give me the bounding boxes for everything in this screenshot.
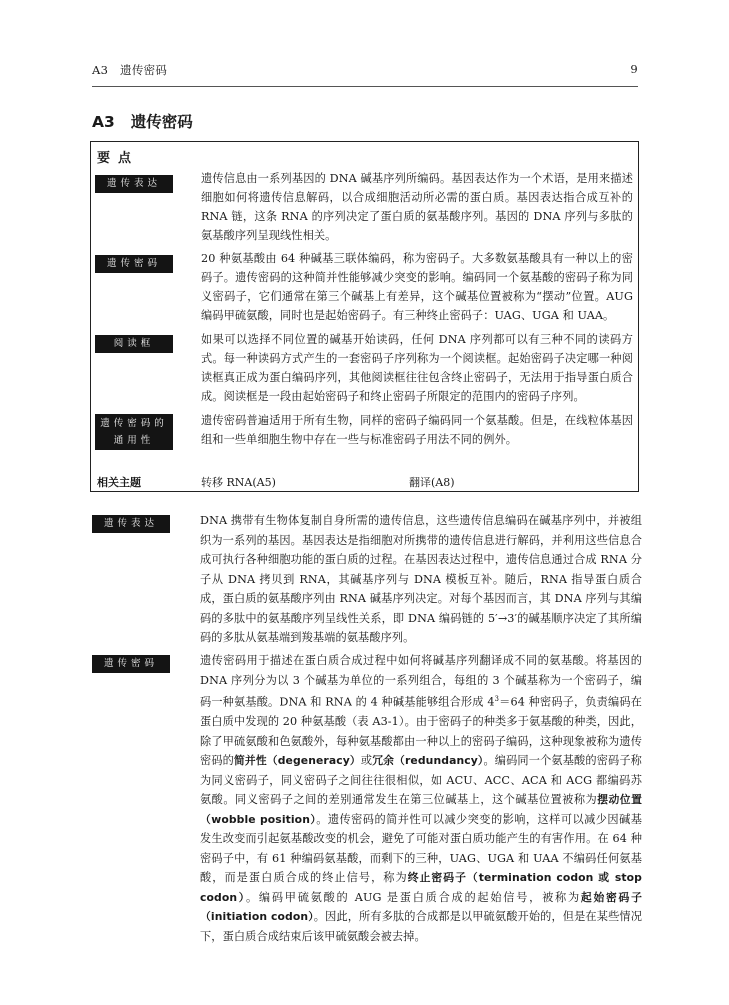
- kp-label-universality: [95, 414, 173, 450]
- kp-text-expression: 遗传信息由一系列基因的 DNA 碱基序列所编码。基因表达作为一个术语，是用来描述细胞如何将遗传信息解码，以合成细胞活动所必需的蛋白质。基因表达指合成互补的 RNA 链，这条 RNA 的序列决定了蛋白质的氨基酸序列。基因的 DNA 序列与多肽的氨基酸序列呈现线性相关。: [201, 172, 633, 242]
- related-topic-item: 转移 RNA(A5): [201, 476, 276, 489]
- term-degeneracy: 简并性（degeneracy）: [233, 754, 361, 768]
- code-text-part: 。因此，所有多肽的合成都是以甲硫氨酸开始的，但是在某些情况下，蛋白质合成结束后该甲硫氨酸会被去掉。: [200, 910, 643, 943]
- code-text-part: 或: [360, 754, 373, 768]
- kp-label-universality-line2: 通用性: [113, 435, 155, 446]
- running-header: [92, 62, 638, 78]
- key-points-box: [90, 141, 639, 492]
- code-text-part: ＝64 种密码子，负责编码在蛋白质中发现的 20 种氨基酸（表 A3-1）。由于密码子的种类多于氨基酸的种类，因此，除了甲硫氨酸和色氨酸外，每种氨基酸都由一种以上的密码子编码，这种现象被称为遗传密码的: [200, 695, 642, 768]
- code-text-part: 。遗传密码的简并性可以减少突变的影响，这样可以减少因碱基发生改变而引起氨基酸改变的机会，避免了可能对蛋白质功能产生的有害作用。在 64 种密码子中，有 61 种编码氨基酸，而剩下的三种，UAG、UGA 和 UAA 不编码任何氨基酸，而是蛋白质合成的终止信号，称为: [200, 812, 643, 885]
- related-topic-item: 翻译(A8): [409, 476, 455, 489]
- key-points-heading: 要点: [97, 151, 140, 166]
- term-wobble-position: 摆动位置（wobble position）: [200, 793, 642, 826]
- section-title: [92, 110, 193, 132]
- page-number: 9: [630, 62, 638, 76]
- body-label-expression: 遗传表达: [92, 515, 170, 533]
- term-initiation-codon: 起始密码子（initiation codon）: [200, 890, 642, 924]
- related-topics-label: 相关主题: [97, 476, 141, 489]
- kp-label-reading-frame: 阅读框: [95, 335, 173, 353]
- body-text-expression: DNA 携带有生物体复制自身所需的遗传信息，这些遗传信息编码在碱基序列中，并被组织为一系列的基因。基因表达是指细胞对所携带的遗传信息进行解码，并利用这些信息合成可执行各种细胞功能的蛋白质的过程。在基因表达过程中，遗传信息通过合成 RNA 分子从 DNA 拷贝到 RNA，其碱基序列与 DNA 模板互补。随后，RNA 指导蛋白质合成，蛋白质的氨基酸序列由 RNA 碱基序列决定。对每个基因而言，其 DNA 序列与其编码的多肽中的氨基酸序列呈线性关系，即 DNA 编码链的 5′→3′的碱基顺序决定了其所编码的多肽从氨基端到羧基端的氨基酸序列。: [200, 514, 642, 644]
- term-redundancy: 冗余（redundancy）: [372, 754, 484, 768]
- kp-text-code: 20 种氨基酸由 64 种碱基三联体编码，称为密码子。大多数氨基酸具有一种以上的密码子。遗传密码的这种简并性能够减少突变的影响。编码同一个氨基酸的密码子称为同义密码子，它们通常在第三个碱基上有差异，这个碱基位置被称为“摆动”位置。AUG 编码甲硫氨酸，同时也是起始密码子。有三种终止密码子：UAG、UGA 和 UAA。: [201, 252, 633, 322]
- kp-label-code: 遗传密码: [95, 255, 173, 273]
- body-text-code: [200, 651, 642, 946]
- term-stop-codon: 终止密码子（termination codon 或 stop codon）: [200, 871, 643, 904]
- running-header-title: A3 遗传密码: [92, 63, 168, 77]
- kp-label-expression: 遗传表达: [95, 175, 173, 193]
- section-name: 遗传密码: [130, 113, 193, 131]
- code-superscript: 3: [494, 695, 500, 703]
- section-code: A3: [92, 113, 115, 131]
- code-text-part: 。编码甲硫氨酸的 AUG 是蛋白质合成的起始信号，被称为: [245, 890, 581, 904]
- header-rule: [92, 86, 638, 87]
- kp-text-universality: 遗传密码普遍适用于所有生物，同样的密码子编码同一个氨基酸。但是，在线粒体基因组和一些单细胞生物中存在一些与标准密码子用法不同的例外。: [201, 414, 633, 446]
- body-label-code: 遗传密码: [92, 655, 170, 673]
- kp-label-universality-line1: 遗传密码的: [100, 418, 168, 429]
- code-text-part: 遗传密码用于描述在蛋白质合成过程中如何将碱基序列翻译成不同的氨基酸。将基因的 DNA 序列分为以 3 个碱基为单位的一系列组合，每组的 3 个碱基称为一个密码子，编码一种氨基酸。DNA 和 RNA 的 4 种碱基能够组合形成 4: [200, 654, 642, 709]
- code-text-part: 。编码同一个氨基酸的密码子称为同义密码子，同义密码子之间往往很相似，如 ACU、ACC、ACA 和 ACG 都编码苏氨酸。同义密码子之间的差别通常发生在第三位碱基上，这个碱基位置被称为: [200, 754, 642, 807]
- kp-text-reading-frame: 如果可以选择不同位置的碱基开始读码，任何 DNA 序列都可以有三种不同的读码方式。每一种读码方式产生的一套密码子序列称为一个阅读框。起始密码子决定哪一种阅读框真正成为蛋白编码序列，其他阅读框往往包含终止密码子，无法用于指导蛋白质合成。阅读框是一段由起始密码子和终止密码子所限定的范围内的密码子序列。: [201, 333, 633, 403]
